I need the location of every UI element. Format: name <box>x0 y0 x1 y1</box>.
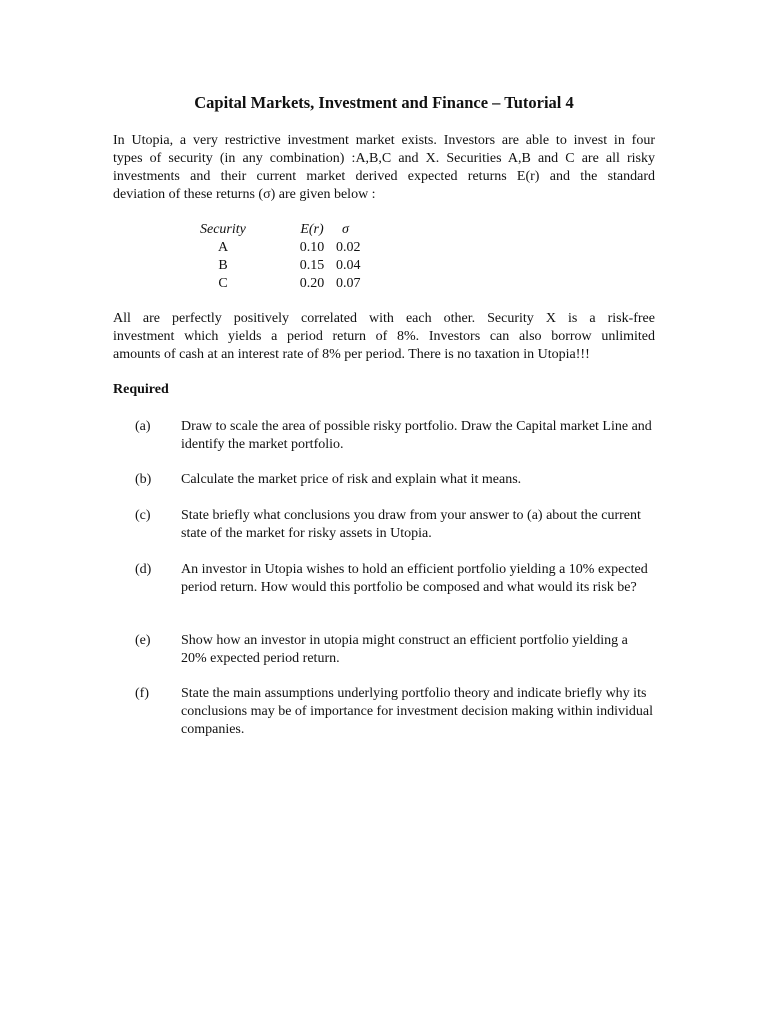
table-header-row <box>200 221 382 239</box>
intro-line: types of security (in any combination) :A,B,C and X. Securities A,B and C are all risky <box>113 151 655 166</box>
question-text: Show how an investor in utopia might construct an efficient portfolio yielding a 20% expected period return. <box>181 633 628 666</box>
table-row <box>200 275 382 293</box>
page-title: Capital Markets, Investment and Finance – Tutorial 4 <box>194 93 574 112</box>
question-label: (a) <box>135 419 151 434</box>
security-cell: A <box>217 240 229 255</box>
question-label: (b) <box>135 472 152 487</box>
header-std-dev: σ <box>342 222 349 237</box>
intro-line: deviation of these returns (σ) are given below : <box>113 187 376 202</box>
intro-paragraph <box>113 132 655 204</box>
security-table <box>200 221 382 293</box>
required-heading: Required <box>113 382 169 397</box>
std-dev-cell: 0.02 <box>336 240 361 255</box>
intro-line: In Utopia, a very restrictive investment market exists. Investors are able to invest in four <box>113 133 655 148</box>
question-label: (f) <box>135 686 149 701</box>
expected-return-cell: 0.20 <box>299 276 325 291</box>
expected-return-cell: 0.10 <box>299 240 325 255</box>
question-text: State briefly what conclusions you draw from your answer to (a) about the current state of the market for risky assets in Utopia. <box>181 508 641 541</box>
assumptions-line: amounts of cash at an interest rate of 8% per period. There is no taxation in Utopia!!! <box>113 347 590 362</box>
header-expected-return: E(r) <box>300 222 324 237</box>
question-text: State the main assumptions underlying portfolio theory and indicate briefly why its conclusions may be of importance for investment decision making within individual companies. <box>181 686 654 737</box>
question-text: An investor in Utopia wishes to hold an efficient portfolio yielding a 10% expected period return. How would this portfolio be composed and what would its risk be? <box>181 562 648 595</box>
std-dev-cell: 0.04 <box>336 258 361 273</box>
std-dev-cell: 0.07 <box>336 276 361 291</box>
assumptions-paragraph <box>113 310 655 364</box>
table-row <box>200 257 382 275</box>
table-row <box>200 239 382 257</box>
security-cell: B <box>218 258 228 273</box>
assumptions-line: All are perfectly positively correlated with each other. Security X is a risk-free <box>113 311 655 326</box>
header-security: Security <box>200 222 246 237</box>
question-label: (c) <box>135 508 151 523</box>
intro-line: investments and their current market derived expected returns E(r) and the standard <box>113 169 655 184</box>
question-label: (e) <box>135 633 151 648</box>
security-cell: C <box>218 276 228 291</box>
question-label: (d) <box>135 562 152 577</box>
expected-return-cell: 0.15 <box>299 258 325 273</box>
question-text: Draw to scale the area of possible risky portfolio. Draw the Capital market Line and identify the market portfolio. <box>181 419 652 452</box>
question-text: Calculate the market price of risk and explain what it means. <box>181 472 522 487</box>
assumptions-line: investment which yields a period return of 8%. Investors can also borrow unlimited <box>113 329 655 344</box>
